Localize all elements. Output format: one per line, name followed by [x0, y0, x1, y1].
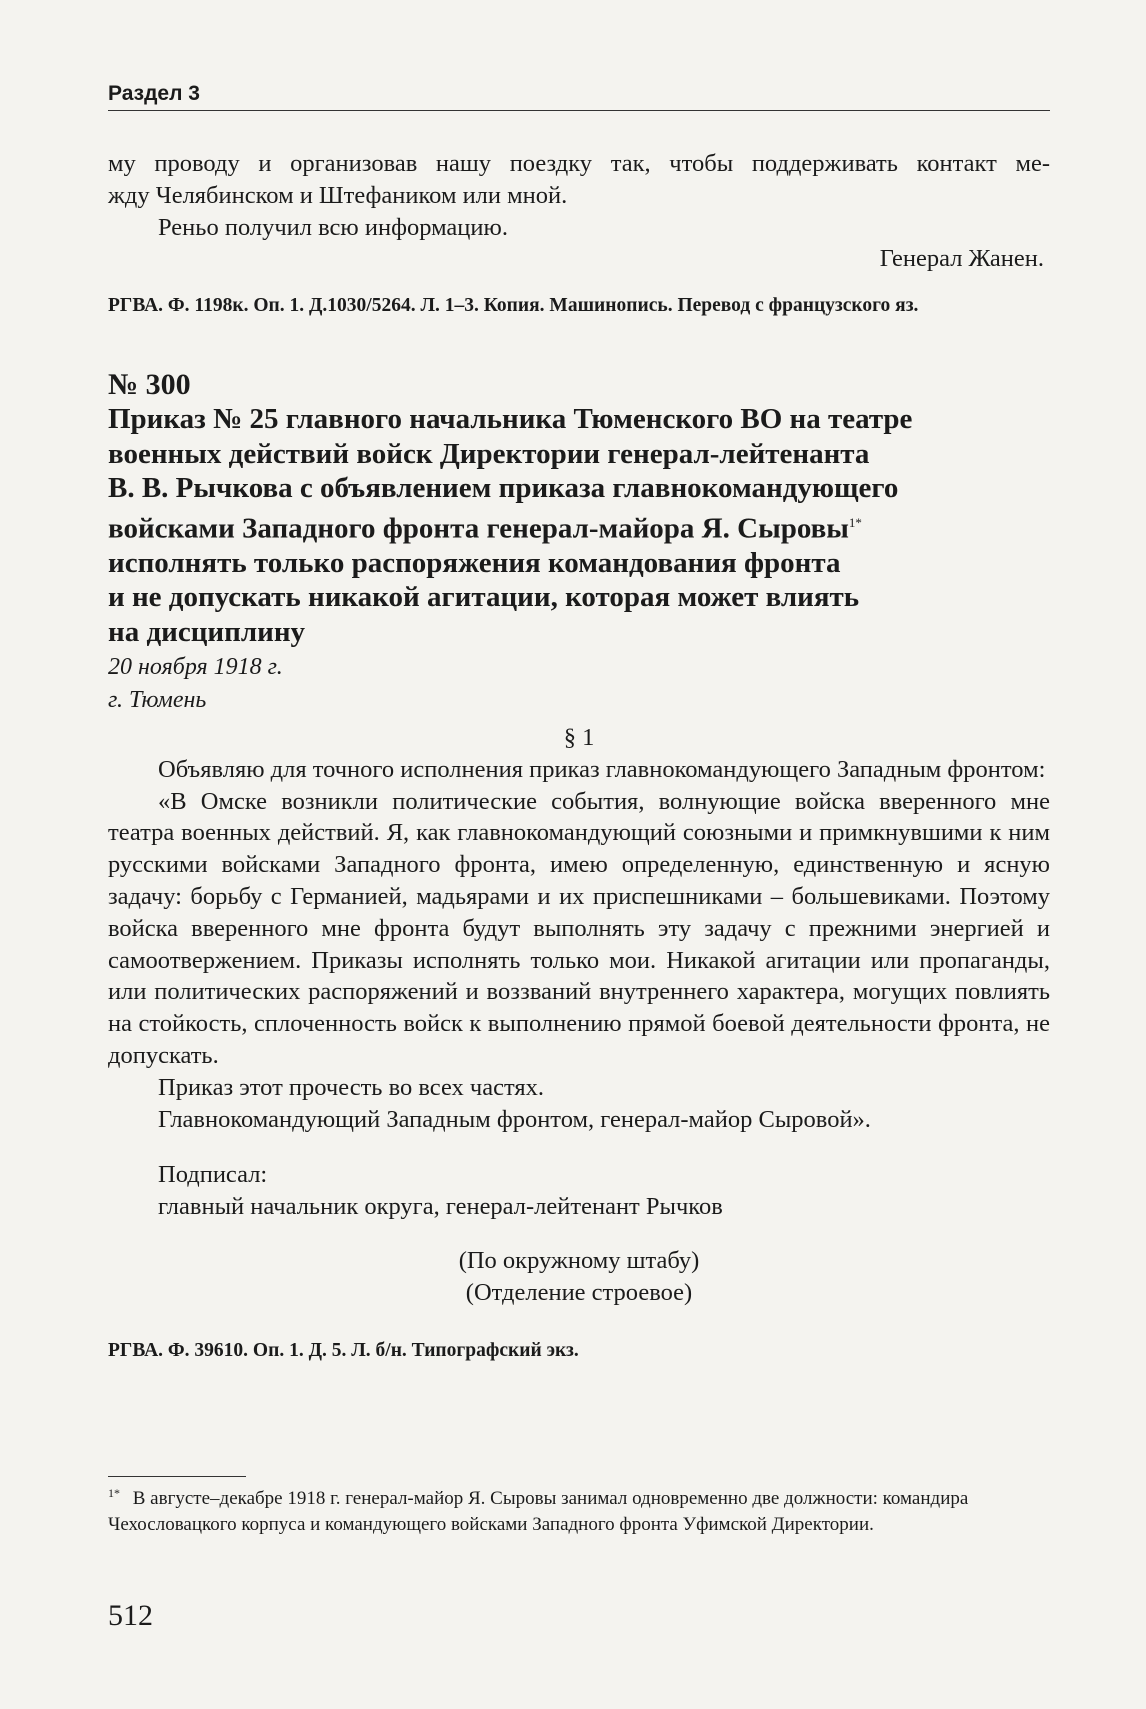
section-mark: § 1 [563, 724, 595, 751]
document-title-line: и не допускать никакой агитации, которая может влиять [108, 581, 860, 614]
previous-document-ending [108, 148, 1050, 275]
document-title-line: военных действий войск Директории генерал-лейтенанта [108, 437, 870, 470]
paragraph-line: жду Челябинском и Штефаником или мной. [108, 181, 568, 209]
footnote-text: В августе–декабре 1918 г. генерал-майор Я. Сыровы занимал одновременно две должности: командира Чехословацкого корпуса и командующего войсками Западного фронта Уфимской Директории. [108, 1488, 969, 1536]
paragraph: Главнокомандующий Западным фронтом, генерал-майор Сыровой». [158, 1105, 871, 1133]
staff-note: (По окружному штабу) [458, 1246, 700, 1274]
signed-label: Подписал: [158, 1161, 268, 1189]
paragraph-line: му проводу и организовав нашу поездку так, чтобы поддерживать контакт ме- [108, 150, 1050, 177]
document-title-line: Приказ № 25 главного начальника Тюменского ВО на театре [108, 403, 913, 435]
document-heading [108, 368, 1050, 717]
running-header [108, 82, 1050, 111]
staff-note: (Отделение строевое) [465, 1278, 693, 1306]
archive-source: РГВА. Ф. 39610. Оп. 1. Д. 5. Л. б/н. Типографский экз. [108, 1340, 579, 1361]
document-body [108, 722, 1050, 1309]
order-quote: «В Омске возникли политические события, волнующие войска вверенного мне театра военных действий. Я, как главнокомандующий союзными и примкнувшими к ним русскими войсками Западного фронта, имею определенную, единственную и ясную задачу: борьбу с Германией, мадьярами и их приспешниками – большевиками. Поэтому войска вверенного мне фронта будут выполнять эту задачу с прежними энергией и самоотвержением. Приказы исполнять только мои. Никакой агитации или пропаганды, или политических распоряжений и воззваний внутреннего характера, могущих повлиять на стойкость, сплоченность войск к выполнению прямой боевой деятельности фронта, не допускать. [108, 787, 1050, 1069]
signature-line: Генерал Жанен. [879, 245, 1044, 273]
title-text: войсками Западного фронта генерал-майора Я. Сыровы [108, 512, 849, 545]
paragraph: Объявляю для точного исполнения приказ главнокомандующего Западным фронтом: [158, 755, 1046, 783]
footnote [108, 1480, 1050, 1538]
page-number: 512 [108, 1599, 153, 1632]
paragraph: Приказ этот прочесть во всех частях. [158, 1073, 544, 1101]
footnote-reference[interactable]: 1* [848, 514, 862, 530]
section-header: Раздел 3 [108, 82, 200, 105]
document-number: № 300 [108, 368, 191, 401]
archive-source: РГВА. Ф. 1198к. Оп. 1. Д.1030/5264. Л. 1–3. Копия. Машинопись. Перевод с французского яз. [108, 295, 919, 316]
paragraph: Реньо получил всю информацию. [158, 213, 508, 241]
footnote-mark: 1* [108, 1486, 120, 1500]
footnote-divider [108, 1476, 246, 1477]
document-place: г. Тюмень [108, 687, 207, 714]
signed-by: главный начальник округа, генерал-лейтенант Рычков [158, 1193, 723, 1221]
document-date: 20 ноября 1918 г. [108, 654, 283, 681]
document-title-line: В. В. Рычкова с объявлением приказа главнокомандующего [108, 472, 899, 504]
document-title-line: исполнять только распоряжения командования фронта [108, 546, 841, 579]
document-title-line [108, 506, 1050, 546]
document-title-line: на дисциплину [108, 615, 306, 648]
